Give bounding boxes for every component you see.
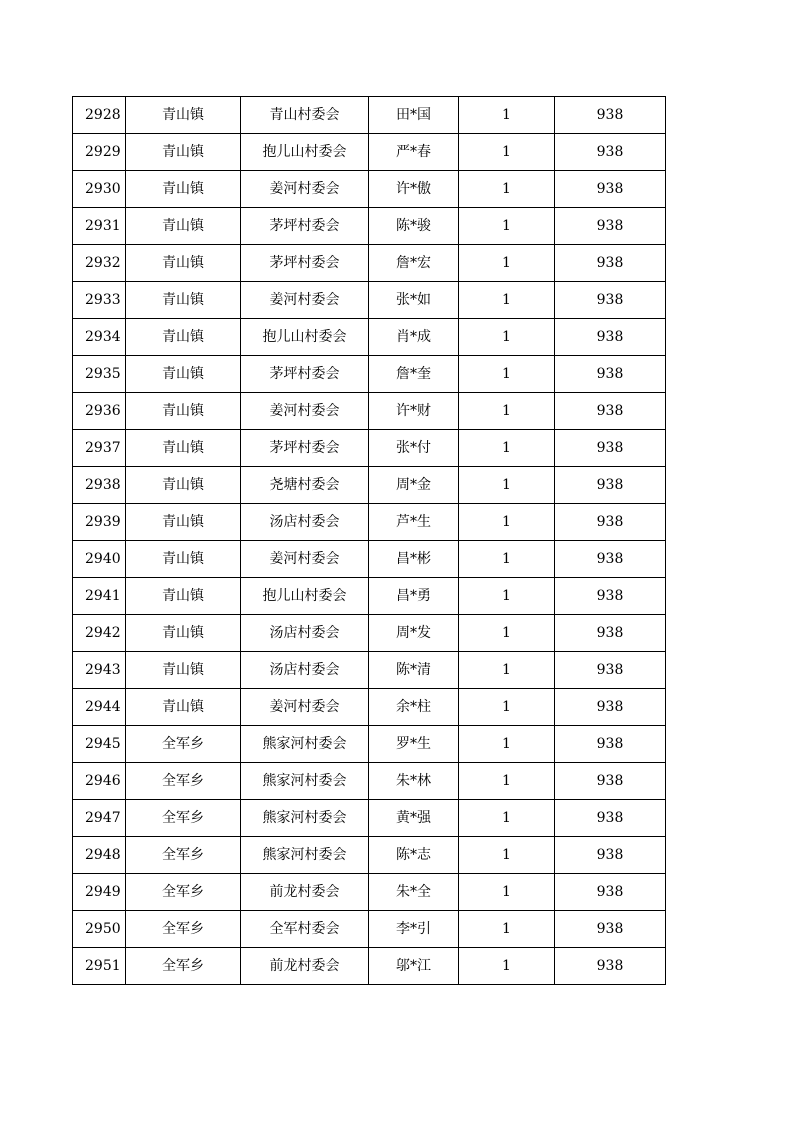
cell-count: 1 <box>459 393 555 430</box>
cell-town: 青山镇 <box>126 467 241 504</box>
cell-person-name: 朱*林 <box>369 763 459 800</box>
cell-count: 1 <box>459 615 555 652</box>
cell-person-name: 黄*强 <box>369 800 459 837</box>
cell-count: 1 <box>459 763 555 800</box>
cell-village-committee: 尧塘村委会 <box>241 467 369 504</box>
cell-amount: 938 <box>555 726 666 763</box>
cell-person-name: 詹*奎 <box>369 356 459 393</box>
cell-amount: 938 <box>555 282 666 319</box>
cell-count: 1 <box>459 541 555 578</box>
cell-village-committee: 汤店村委会 <box>241 652 369 689</box>
cell-count: 1 <box>459 319 555 356</box>
cell-count: 1 <box>459 874 555 911</box>
cell-count: 1 <box>459 689 555 726</box>
cell-person-name: 许*财 <box>369 393 459 430</box>
cell-amount: 938 <box>555 948 666 985</box>
cell-person-name: 罗*生 <box>369 726 459 763</box>
cell-count: 1 <box>459 652 555 689</box>
cell-count: 1 <box>459 837 555 874</box>
cell-town: 青山镇 <box>126 208 241 245</box>
roster-table <box>72 96 666 985</box>
cell-amount: 938 <box>555 171 666 208</box>
roster-table-body <box>73 97 666 985</box>
cell-count: 1 <box>459 356 555 393</box>
table-row <box>73 578 666 615</box>
cell-serial-number: 2936 <box>73 393 126 430</box>
cell-serial-number: 2945 <box>73 726 126 763</box>
table-row <box>73 467 666 504</box>
cell-village-committee: 茅坪村委会 <box>241 356 369 393</box>
cell-count: 1 <box>459 171 555 208</box>
cell-count: 1 <box>459 467 555 504</box>
cell-village-committee: 茅坪村委会 <box>241 245 369 282</box>
cell-serial-number: 2951 <box>73 948 126 985</box>
cell-serial-number: 2930 <box>73 171 126 208</box>
table-row <box>73 689 666 726</box>
cell-person-name: 周*金 <box>369 467 459 504</box>
table-row <box>73 541 666 578</box>
cell-serial-number: 2932 <box>73 245 126 282</box>
cell-town: 青山镇 <box>126 504 241 541</box>
cell-village-committee: 抱儿山村委会 <box>241 134 369 171</box>
cell-count: 1 <box>459 800 555 837</box>
cell-serial-number: 2940 <box>73 541 126 578</box>
cell-village-committee: 熊家河村委会 <box>241 800 369 837</box>
cell-person-name: 陈*志 <box>369 837 459 874</box>
cell-village-committee: 抱儿山村委会 <box>241 578 369 615</box>
cell-person-name: 邬*江 <box>369 948 459 985</box>
cell-person-name: 田*国 <box>369 97 459 134</box>
cell-serial-number: 2938 <box>73 467 126 504</box>
cell-village-committee: 茅坪村委会 <box>241 208 369 245</box>
table-row <box>73 763 666 800</box>
cell-village-committee: 姜河村委会 <box>241 393 369 430</box>
cell-count: 1 <box>459 948 555 985</box>
cell-person-name: 严*春 <box>369 134 459 171</box>
cell-serial-number: 2928 <box>73 97 126 134</box>
table-row <box>73 208 666 245</box>
table-row <box>73 171 666 208</box>
cell-town: 青山镇 <box>126 245 241 282</box>
cell-person-name: 陈*清 <box>369 652 459 689</box>
cell-count: 1 <box>459 578 555 615</box>
cell-serial-number: 2947 <box>73 800 126 837</box>
cell-town: 青山镇 <box>126 652 241 689</box>
cell-count: 1 <box>459 726 555 763</box>
table-row <box>73 134 666 171</box>
cell-village-committee: 姜河村委会 <box>241 541 369 578</box>
cell-count: 1 <box>459 911 555 948</box>
cell-town: 青山镇 <box>126 689 241 726</box>
cell-village-committee: 前龙村委会 <box>241 948 369 985</box>
cell-village-committee: 熊家河村委会 <box>241 726 369 763</box>
cell-amount: 938 <box>555 837 666 874</box>
cell-amount: 938 <box>555 763 666 800</box>
cell-serial-number: 2935 <box>73 356 126 393</box>
cell-village-committee: 熊家河村委会 <box>241 837 369 874</box>
table-row <box>73 319 666 356</box>
cell-serial-number: 2946 <box>73 763 126 800</box>
cell-serial-number: 2933 <box>73 282 126 319</box>
cell-amount: 938 <box>555 134 666 171</box>
cell-amount: 938 <box>555 208 666 245</box>
cell-serial-number: 2934 <box>73 319 126 356</box>
cell-town: 全军乡 <box>126 800 241 837</box>
cell-village-committee: 汤店村委会 <box>241 615 369 652</box>
cell-person-name: 周*发 <box>369 615 459 652</box>
cell-town: 青山镇 <box>126 319 241 356</box>
cell-town: 青山镇 <box>126 356 241 393</box>
cell-amount: 938 <box>555 504 666 541</box>
cell-count: 1 <box>459 282 555 319</box>
table-row <box>73 652 666 689</box>
cell-person-name: 张*付 <box>369 430 459 467</box>
cell-count: 1 <box>459 134 555 171</box>
cell-serial-number: 2931 <box>73 208 126 245</box>
table-row <box>73 356 666 393</box>
cell-person-name: 许*傲 <box>369 171 459 208</box>
cell-person-name: 昌*勇 <box>369 578 459 615</box>
cell-amount: 938 <box>555 652 666 689</box>
table-row <box>73 245 666 282</box>
cell-amount: 938 <box>555 911 666 948</box>
table-row <box>73 948 666 985</box>
cell-serial-number: 2950 <box>73 911 126 948</box>
cell-amount: 938 <box>555 319 666 356</box>
cell-town: 青山镇 <box>126 393 241 430</box>
cell-amount: 938 <box>555 874 666 911</box>
cell-village-committee: 姜河村委会 <box>241 689 369 726</box>
table-row <box>73 800 666 837</box>
cell-village-committee: 熊家河村委会 <box>241 763 369 800</box>
table-row <box>73 504 666 541</box>
cell-town: 青山镇 <box>126 578 241 615</box>
cell-amount: 938 <box>555 615 666 652</box>
cell-person-name: 张*如 <box>369 282 459 319</box>
cell-town: 青山镇 <box>126 282 241 319</box>
cell-person-name: 芦*生 <box>369 504 459 541</box>
cell-town: 全军乡 <box>126 726 241 763</box>
cell-village-committee: 抱儿山村委会 <box>241 319 369 356</box>
cell-town: 青山镇 <box>126 97 241 134</box>
cell-amount: 938 <box>555 356 666 393</box>
cell-count: 1 <box>459 97 555 134</box>
cell-amount: 938 <box>555 245 666 282</box>
cell-amount: 938 <box>555 689 666 726</box>
cell-serial-number: 2948 <box>73 837 126 874</box>
table-row <box>73 874 666 911</box>
cell-person-name: 昌*彬 <box>369 541 459 578</box>
cell-amount: 938 <box>555 97 666 134</box>
cell-town: 全军乡 <box>126 874 241 911</box>
cell-town: 青山镇 <box>126 134 241 171</box>
table-row <box>73 911 666 948</box>
cell-town: 青山镇 <box>126 615 241 652</box>
cell-town: 全军乡 <box>126 911 241 948</box>
cell-town: 青山镇 <box>126 541 241 578</box>
cell-count: 1 <box>459 430 555 467</box>
table-row <box>73 97 666 134</box>
cell-serial-number: 2943 <box>73 652 126 689</box>
cell-serial-number: 2949 <box>73 874 126 911</box>
cell-village-committee: 姜河村委会 <box>241 282 369 319</box>
table-row <box>73 282 666 319</box>
cell-person-name: 陈*骏 <box>369 208 459 245</box>
cell-serial-number: 2939 <box>73 504 126 541</box>
cell-count: 1 <box>459 245 555 282</box>
cell-village-committee: 茅坪村委会 <box>241 430 369 467</box>
cell-serial-number: 2941 <box>73 578 126 615</box>
cell-amount: 938 <box>555 578 666 615</box>
cell-person-name: 李*引 <box>369 911 459 948</box>
table-row <box>73 615 666 652</box>
cell-serial-number: 2944 <box>73 689 126 726</box>
cell-count: 1 <box>459 208 555 245</box>
table-row <box>73 430 666 467</box>
cell-village-committee: 前龙村委会 <box>241 874 369 911</box>
cell-serial-number: 2942 <box>73 615 126 652</box>
cell-town: 青山镇 <box>126 430 241 467</box>
cell-serial-number: 2929 <box>73 134 126 171</box>
cell-serial-number: 2937 <box>73 430 126 467</box>
cell-amount: 938 <box>555 430 666 467</box>
cell-count: 1 <box>459 504 555 541</box>
cell-town: 全军乡 <box>126 948 241 985</box>
cell-amount: 938 <box>555 800 666 837</box>
cell-person-name: 詹*宏 <box>369 245 459 282</box>
cell-amount: 938 <box>555 541 666 578</box>
table-row <box>73 393 666 430</box>
cell-person-name: 朱*全 <box>369 874 459 911</box>
cell-person-name: 肖*成 <box>369 319 459 356</box>
cell-person-name: 余*柱 <box>369 689 459 726</box>
cell-village-committee: 姜河村委会 <box>241 171 369 208</box>
cell-village-committee: 汤店村委会 <box>241 504 369 541</box>
cell-amount: 938 <box>555 467 666 504</box>
cell-village-committee: 青山村委会 <box>241 97 369 134</box>
table-row <box>73 726 666 763</box>
cell-village-committee: 全军村委会 <box>241 911 369 948</box>
cell-town: 青山镇 <box>126 171 241 208</box>
cell-amount: 938 <box>555 393 666 430</box>
cell-town: 全军乡 <box>126 837 241 874</box>
cell-town: 全军乡 <box>126 763 241 800</box>
table-row <box>73 837 666 874</box>
